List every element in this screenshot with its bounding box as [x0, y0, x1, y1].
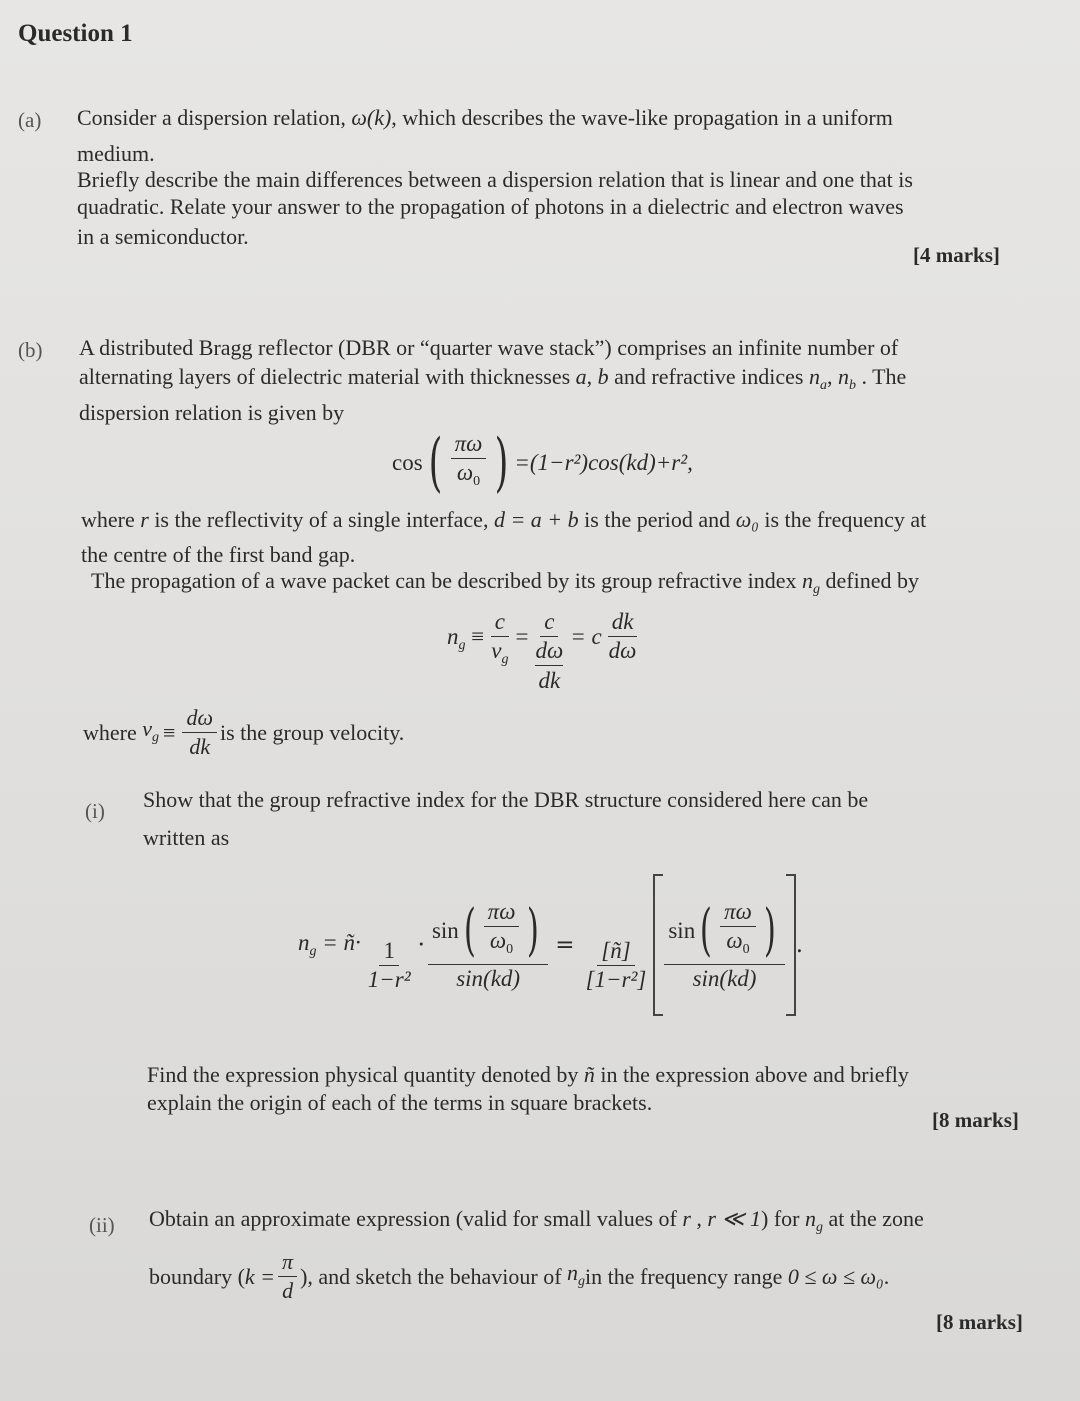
r-condition: r , r ≪ 1 [682, 1206, 762, 1231]
reflectivity-r: r [140, 507, 149, 532]
part-b-line7: where $v_g$ ≡ $\frac{d\omega}{dk}$ is the group velocity. [83, 705, 405, 759]
eq1-fraction: $\frac{\pi\omega}{\omega_0}$ [451, 430, 487, 496]
vg-den: dk [189, 734, 211, 759]
eq3-ntilde: ñ [343, 930, 356, 955]
eq2-equiv: ≡ [471, 624, 485, 649]
ng-symbol-3: n [567, 1259, 579, 1285]
eq1-num: πω [451, 430, 487, 459]
frequency-range: 0 ≤ ω ≤ ω₀ [787, 1264, 884, 1289]
k-equals: k = [244, 1264, 276, 1289]
thickness-b: b [597, 364, 609, 389]
sub-ii-label: (ii) [89, 1213, 115, 1237]
sub-ii-line2-mid: ), and sketch the behaviour of [300, 1264, 562, 1289]
eq3-bracket-r: [1−r²] [585, 966, 647, 992]
part-a-line1-post: , which describes the wave-like propagation in a uniform [391, 105, 893, 130]
eq3-one-minus-r2: 1−r² [367, 966, 411, 992]
part-a-line3: Briefly describe the main differences between a dispersion relation that is linear and one that is [77, 167, 913, 192]
ntilde-symbol: ñ [583, 1062, 595, 1087]
part-b-line2-mid: and refractive indices [608, 364, 809, 389]
part-a-line1 [77, 103, 893, 132]
sub-i-line3 [147, 1060, 909, 1089]
omega-k-math: ω(k) [351, 105, 392, 130]
ng-symbol: n [802, 568, 814, 593]
sub-i-marks: [8 marks] [932, 1108, 1019, 1132]
part-a-label: (a) [18, 108, 42, 132]
vg-symbol: v [142, 715, 153, 741]
sub-ii-line2-mid2: in the frequency range [585, 1264, 783, 1289]
eq2-c: c [491, 608, 509, 637]
part-b-line5: the centre of the first band gap. [81, 542, 356, 567]
part-b-label: (b) [18, 338, 43, 362]
part-a-marks: [4 marks] [913, 243, 1000, 267]
eq3-num: πω [484, 898, 520, 927]
sub-ii-line2-pre: boundary ( [149, 1264, 245, 1289]
eq1-den: ω [456, 460, 474, 485]
eq2-equals-c: = c [570, 624, 602, 649]
index-na: n [809, 364, 820, 389]
eq3-bracket-n: [ñ] [597, 937, 634, 966]
part-b-line4-mid: is the reflectivity of a single interface, [148, 507, 494, 532]
eq2-dk: dk [538, 668, 561, 693]
question-title: Question 1 [18, 20, 133, 47]
eq3-one: 1 [379, 937, 399, 966]
sub-i-line3-pre: Find the expression physical quantity denoted by [147, 1062, 584, 1087]
sub-ii-line1: Obtain an approximate expression (valid for small values of r , r ≪ 1) for $n_g$ at the zone [149, 1206, 924, 1235]
part-b-line7-post: is the group velocity. [219, 720, 405, 745]
vg-equiv: ≡ [163, 720, 176, 745]
eq2-vg: v [491, 638, 502, 663]
group-index-equation: $n_g$ ≡ $\frac{c}{v_g}$ = c dω dk = c $\frac{dk}{d\omega}$ [447, 602, 643, 696]
part-b-line6: The propagation of a wave packet can be described by its group refractive index $n_g$ defined by [91, 568, 920, 597]
ng-result-equation: $n_g$ = ñ· $\frac{1}{\text{1−r²}}$ · sin ( $\frac{\pi\omega}{\omega_0}$ ) sin(kd) = $\frac{[ñ]}{\text{[1−r²]}}$ sin ( $\frac{\pi\omega}{\omega_0}$ ) sin(kd) . [298, 872, 803, 1018]
period-d: d = a + b [493, 507, 579, 532]
sub-i-line3-post: in the expression above and briefly [594, 1062, 909, 1087]
d-den: d [282, 1278, 294, 1303]
part-b-line7-pre: where [83, 720, 137, 745]
eq3-lhs: n [298, 930, 310, 955]
sub-i-line2: written as [143, 825, 230, 850]
eq1-cos: cos [392, 450, 423, 475]
part-a-line1-pre: Consider a dispersion relation, [77, 105, 352, 130]
sub-i-label: (i) [85, 799, 105, 823]
part-b-line4 [81, 505, 926, 534]
eq2-dw: dω [535, 637, 563, 666]
sub-ii-line1-pre: Obtain an approximate expression (valid for small values of [149, 1206, 683, 1231]
eq2-ng: n [447, 624, 459, 649]
sub-ii-line1-mid: ) for [761, 1206, 805, 1231]
sub-ii-line1-post: at the zone [823, 1206, 924, 1231]
part-b-line2-post: . The [861, 364, 907, 389]
part-b-line3: dispersion relation is given by [79, 400, 345, 425]
eq1-rhs: =(1−r²)cos(kd)+r², [514, 450, 693, 475]
eq2-equals: = [515, 624, 529, 649]
eq3-sin: sin [431, 917, 459, 943]
part-b-line4-post: is the frequency at [758, 507, 927, 532]
part-b-line2: alternating layers of dielectric material with thicknesses a, b and refractive indices $n_a$, $n_b$ . The [79, 364, 907, 393]
sub-ii-marks: [8 marks] [936, 1310, 1023, 1334]
part-b-line6-post: defined by [820, 568, 920, 593]
sub-ii-line2: boundary ( k = $\frac{\pi}{d}$ ), and sketch the behaviour of $n_g$ in the frequency range 0 ≤ ω ≤ ω₀ . [149, 1249, 890, 1303]
part-b-line4-pre: where [81, 507, 141, 532]
sub-i-line1: Show that the group refractive index for the DBR structure considered here can be [143, 787, 869, 812]
part-b-line1: A distributed Bragg reflector (DBR or “quarter wave stack”) comprises an infinite number of [79, 335, 899, 360]
part-a-line5: in a semiconductor. [77, 224, 249, 249]
pi-num: π [278, 1248, 297, 1277]
part-b-line2-pre: alternating layers of dielectric material with thicknesses [79, 364, 576, 389]
part-b-line6-pre: The propagation of a wave packet can be described by its group refractive index [91, 568, 803, 593]
ng-symbol-2: n [805, 1206, 816, 1231]
part-a-line4: quadratic. Relate your answer to the propagation of photons in a dielectric and electron waves [77, 194, 904, 219]
dispersion-equation: cos ( $\frac{\pi\omega}{\omega_0}$ ) =(1−r²)cos(kd)+r², [392, 426, 693, 500]
omega-zero: ω₀ [735, 507, 759, 532]
part-b-line4-mid2: is the period and [578, 507, 736, 532]
vg-num: dω [182, 704, 217, 733]
sub-i-line4: explain the origin of each of the terms in square brackets. [147, 1090, 653, 1115]
sub-ii-line2-post: . [883, 1264, 890, 1289]
part-a-line2: medium. [77, 141, 155, 166]
thickness-a: a [575, 364, 587, 389]
eq3-den: ω [489, 927, 507, 953]
index-nb: n [838, 364, 849, 389]
eq3-sinkd: sin(kd) [456, 965, 521, 991]
